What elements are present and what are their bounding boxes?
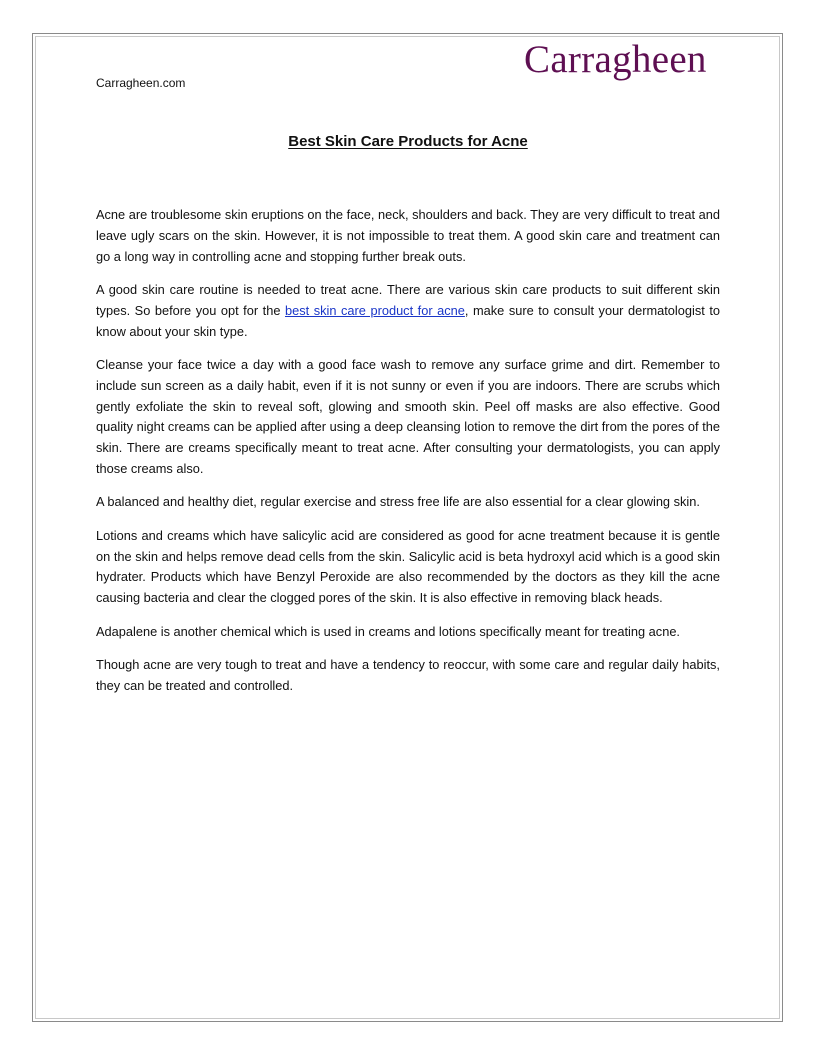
paragraph-6: Adapalene is another chemical which is used in creams and lotions specifically meant for treating acne. <box>96 623 680 639</box>
document-title: Best Skin Care Products for Acne <box>288 133 528 150</box>
paragraph-5: Lotions and creams which have salicylic acid are considered as good for acne treatment because it is gentle on the skin and helps remove dead cells from the skin. Salicylic acid is beta hydroxyl acid which is a good skin hydrater. Products which have Benzyl Peroxide are also recommended by the doctors as they kill the acne causing bacteria and clear the clogged pores of the skin. It is also effective in removing black heads. <box>96 527 720 606</box>
best-skin-care-product-link[interactable]: best skin care product for acne <box>285 302 465 318</box>
paragraph-3: Cleanse your face twice a day with a good face wash to remove any surface grime and dirt. Remember to include sun screen as a daily habit, even if it is not sunny or even if you are indoors. There are scrubs which gently exfoliate the skin to reveal soft, glowing and smooth skin. Peel off masks are also effective. Good quality night creams can be applied after using a deep cleansing lotion to remove the dirt from the pores of the skin. There are creams specifically meant to treat acne. After consulting your dermatologists, you can apply those creams also. <box>96 356 720 476</box>
paragraph-4: A balanced and healthy diet, regular exercise and stress free life are also essential for a clear glowing skin. <box>96 494 700 510</box>
paragraph-7: Though acne are very tough to treat and have a tendency to reoccur, with some care and regular daily habits, they can be treated and controlled. <box>96 656 720 693</box>
paragraph-2 <box>96 280 720 342</box>
document-body <box>96 205 720 709</box>
site-name: Carragheen.com <box>96 76 186 90</box>
brand-logo: Carragheen <box>524 38 707 81</box>
paragraph-2-tail: , make sure to consult your dermatologist to know about your skin type. <box>96 302 721 339</box>
paragraph-2-lead: A good skin care routine is needed to treat acne. There are various skin care products to suit different skin types. So before you opt for the <box>96 281 720 318</box>
paragraph-1: Acne are troublesome skin eruptions on the face, neck, shoulders and back. They are very difficult to treat and leave ugly scars on the skin. However, it is not impossible to treat them. A good skin care and treatment can go a long way in controlling acne and stopping further break outs. <box>96 207 720 264</box>
